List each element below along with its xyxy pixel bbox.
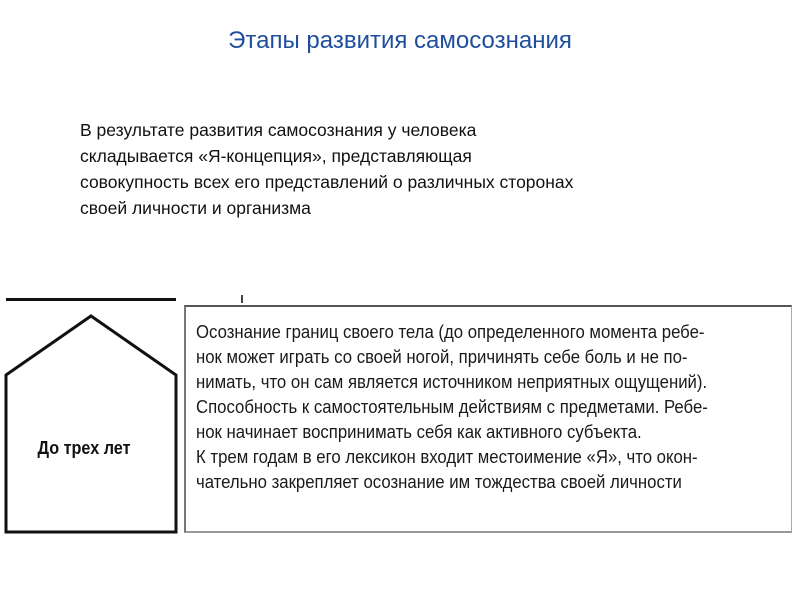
intro-line: своей личности и организма	[80, 198, 311, 218]
top-rule-divider	[6, 298, 176, 301]
house-shape	[0, 308, 182, 538]
description-line: чательно закрепляет осознание им тождества своей личности	[196, 472, 682, 492]
tick-mark	[241, 295, 243, 303]
stage-label: До трех лет	[37, 438, 131, 458]
description-line: нимать, что он сам является источником неприятных ощущений).	[196, 372, 708, 392]
description-line: Осознание границ своего тела (до определенного момента ребе-	[196, 322, 705, 342]
description-line: нок начинает воспринимать себя как активного субъекта.	[196, 422, 642, 442]
intro-paragraph	[80, 117, 740, 221]
intro-line: совокупность всех его представлений о различных сторонах	[80, 172, 574, 192]
description-line: К трем годам в его лексикон входит местоимение «Я», что окон-	[196, 447, 698, 467]
description-line: Способность к самостоятельным действиям с предметами. Ребе-	[196, 397, 708, 417]
stage-description	[196, 320, 796, 495]
slide-title: Этапы развития самосознания	[228, 27, 572, 54]
description-line: нок может играть со своей ногой, причинять себе боль и не по-	[196, 347, 688, 367]
intro-line: складывается «Я-концепция», представляющая	[80, 146, 472, 166]
intro-line: В результате развития самосознания у человека	[80, 120, 477, 140]
